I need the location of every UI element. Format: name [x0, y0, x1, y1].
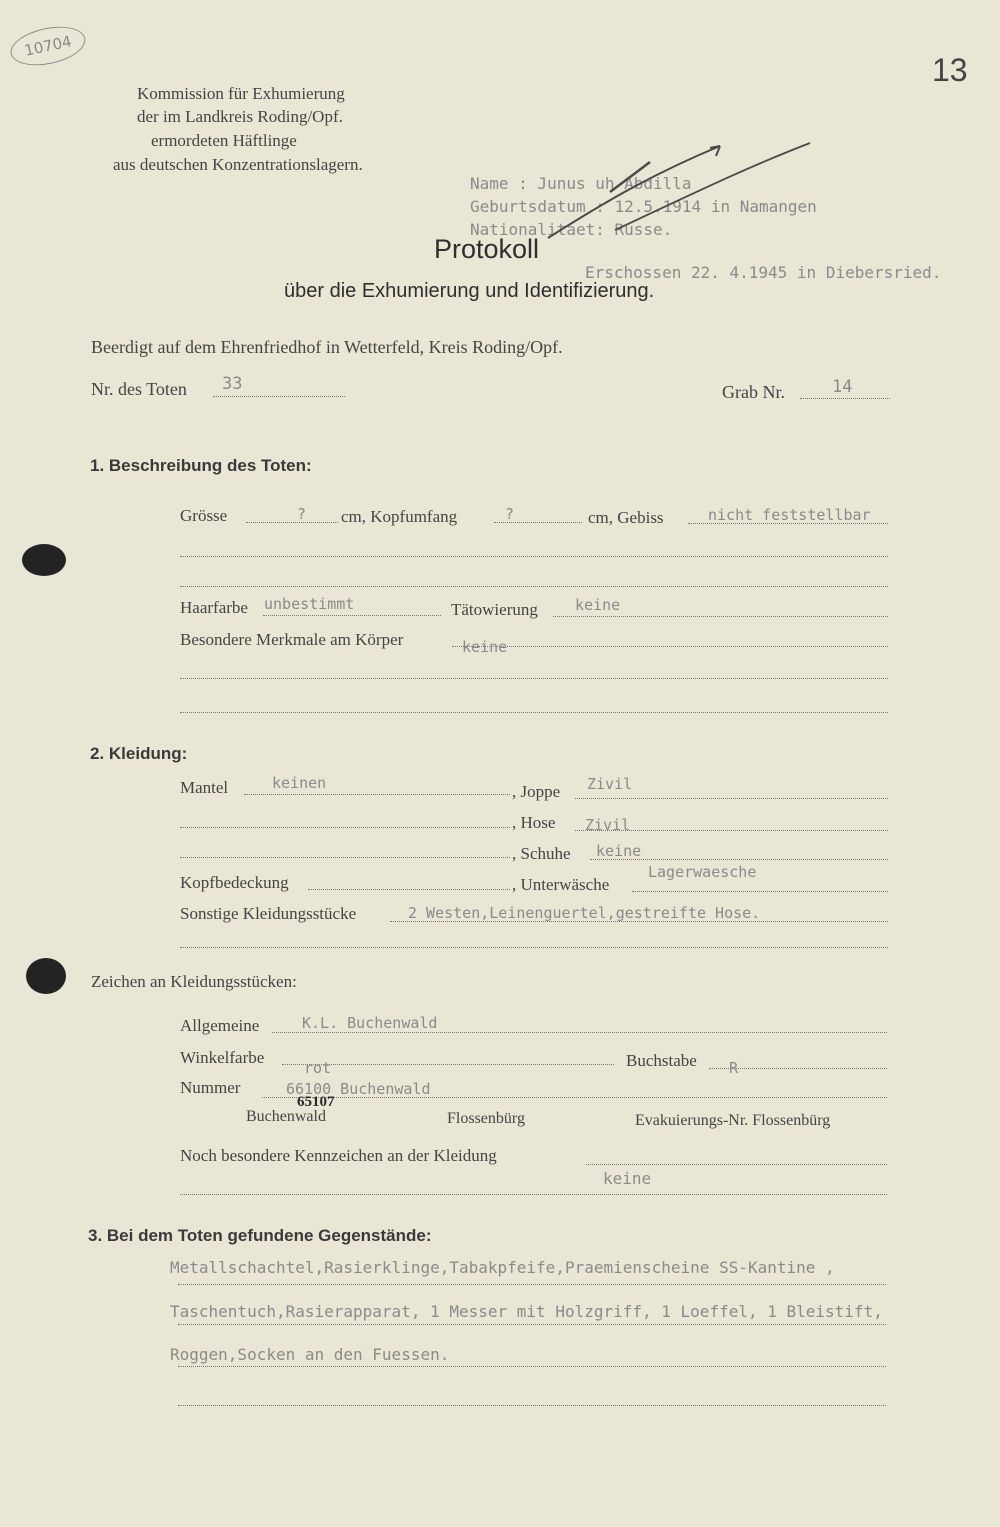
typed-name: Name : Junus uh Abdilla: [470, 174, 692, 193]
pen-stroke-4: [610, 162, 650, 192]
col-buchenwald: Buchenwald: [246, 1108, 326, 1125]
taetowierung-label: Tätowierung: [451, 600, 538, 619]
commission-line-1: Kommission für Exhumierung: [137, 84, 345, 103]
merkmale-label: Besondere Merkmale am Körper: [180, 630, 404, 649]
section-3-heading: 3. Bei dem Toten gefundene Gegenstände:: [88, 1226, 432, 1245]
schuhe-label: , Schuhe: [512, 844, 571, 863]
hose-value: Zivil: [585, 816, 631, 834]
joppe-line: [575, 798, 888, 799]
items-rule-1: [178, 1284, 886, 1285]
gebiss-label: cm, Gebiss: [588, 508, 664, 527]
taetowierung-value: keine: [575, 596, 621, 614]
col-evakuierungs-nr: Evakuierungs-Nr. Flossenbürg: [635, 1112, 831, 1129]
sonstige-value: 2 Westen,Leinenguertel,gestreifte Hose.: [408, 904, 761, 922]
section-2-heading: 2. Kleidung:: [90, 744, 188, 763]
groesse-label: Grösse: [180, 506, 228, 525]
commission-line-3: ermordeten Häftlinge: [151, 131, 297, 150]
haarfarbe-label: Haarfarbe: [180, 598, 248, 617]
groesse-value: ?: [297, 505, 307, 523]
kopfbedeckung-line: [308, 889, 510, 890]
section-1-heading: 1. Beschreibung des Toten:: [90, 456, 312, 475]
kopfumfang-label: cm, Kopfumfang: [341, 507, 458, 526]
noch-value: keine: [603, 1169, 652, 1188]
page-number: 13: [932, 52, 968, 88]
kopfumfang-value: ?: [505, 505, 515, 523]
merkmale-value: keine: [462, 638, 508, 656]
haarfarbe-line: [263, 615, 441, 616]
burial-line: Beerdigt auf dem Ehrenfriedhof in Wetterfeld, Kreis Roding/Opf.: [91, 337, 563, 357]
winkelfarbe-value: rot: [304, 1059, 332, 1077]
dead-number-line: [213, 396, 345, 397]
section-1-blank-line-3: [180, 678, 888, 679]
mantel-label: Mantel: [180, 778, 229, 797]
protocol-subtitle: über die Exhumierung und Identifizierung.: [284, 280, 655, 302]
archive-stamp: 10704: [7, 20, 89, 71]
pen-stroke-3: [615, 143, 810, 230]
pen-stroke-2: [710, 146, 720, 156]
items-rule-2: [178, 1324, 886, 1325]
noch-line: [586, 1164, 887, 1165]
allgemeine-value: K.L. Buchenwald: [302, 1014, 438, 1032]
grave-number-label: Grab Nr.: [722, 382, 785, 402]
typed-birth: Geburtsdatum : 12.5.1914 in Namangen: [470, 197, 817, 216]
buchstabe-label: Buchstabe: [626, 1051, 697, 1070]
dead-number-value: 33: [222, 374, 243, 394]
commission-line-4: aus deutschen Konzentrationslagern.: [113, 155, 363, 174]
protocol-title: Protokoll: [434, 234, 540, 264]
items-rule-4: [178, 1405, 886, 1406]
pen-stroke-1: [548, 146, 720, 238]
nummer-handwritten: 65107: [297, 1094, 335, 1110]
mantel-value: keinen: [272, 774, 327, 792]
col-flossenbuerg: Flossenbürg: [447, 1110, 525, 1127]
marks-heading: Zeichen an Kleidungsstücken:: [91, 972, 297, 991]
items-line-2: Taschentuch,Rasierapparat, 1 Messer mit Holzgriff, 1 Loeffel, 1 Bleistift,: [170, 1302, 883, 1321]
taetowierung-line: [553, 616, 888, 617]
haarfarbe-value: unbestimmt: [264, 595, 355, 613]
commission-line-2: der im Landkreis Roding/Opf.: [137, 107, 343, 126]
mantel-line: [244, 794, 510, 795]
buchstabe-value: R: [729, 1059, 739, 1077]
section-1-blank-line-1: [180, 556, 888, 557]
kopfbedeckung-label: Kopfbedeckung: [180, 873, 289, 892]
joppe-label: , Joppe: [512, 782, 561, 801]
section-1-blank-line-4: [180, 712, 888, 713]
groesse-line: [246, 522, 338, 523]
marks-blank-line: [180, 1194, 887, 1195]
items-rule-3: [178, 1366, 886, 1367]
allgemeine-line: [272, 1032, 887, 1033]
unterwaesche-line: [632, 891, 888, 892]
winkelfarbe-line: [282, 1064, 614, 1065]
nummer-label: Nummer: [180, 1078, 241, 1097]
typed-shot: Erschossen 22. 4.1945 in Diebersried.: [585, 263, 942, 282]
unterwaesche-value: Lagerwaesche: [648, 863, 757, 881]
noch-label: Noch besondere Kennzeichen an der Kleidung: [180, 1146, 497, 1165]
punch-hole-bottom: [26, 958, 66, 994]
schuhe-blank-line: [180, 857, 510, 858]
punch-hole-top: [22, 544, 66, 576]
section-2-blank-line: [180, 947, 888, 948]
unterwaesche-label: , Unterwäsche: [512, 875, 610, 894]
allgemeine-label: Allgemeine: [180, 1016, 260, 1035]
schuhe-value: keine: [596, 842, 642, 860]
items-line-1: Metallschachtel,Rasierklinge,Tabakpfeife,Praemienscheine SS-Kantine ,: [170, 1258, 835, 1277]
hose-label: , Hose: [512, 813, 556, 832]
joppe-value: Zivil: [587, 775, 633, 793]
items-line-3: Roggen,Socken an den Fuessen.: [170, 1345, 450, 1364]
gebiss-value: nicht feststellbar: [708, 506, 871, 524]
typed-nationality: Nationalitaet: Russe.: [470, 220, 673, 239]
merkmale-line: [452, 646, 888, 647]
section-1-blank-line-2: [180, 586, 888, 587]
winkelfarbe-label: Winkelfarbe: [180, 1048, 265, 1067]
sonstige-label: Sonstige Kleidungsstücke: [180, 904, 357, 923]
grave-number-value: 14: [832, 377, 853, 397]
hose-blank-line: [180, 827, 510, 828]
grave-number-line: [800, 398, 890, 399]
nummer-value: 66100 Buchenwald: [286, 1080, 431, 1098]
dead-number-label: Nr. des Toten: [91, 379, 187, 399]
